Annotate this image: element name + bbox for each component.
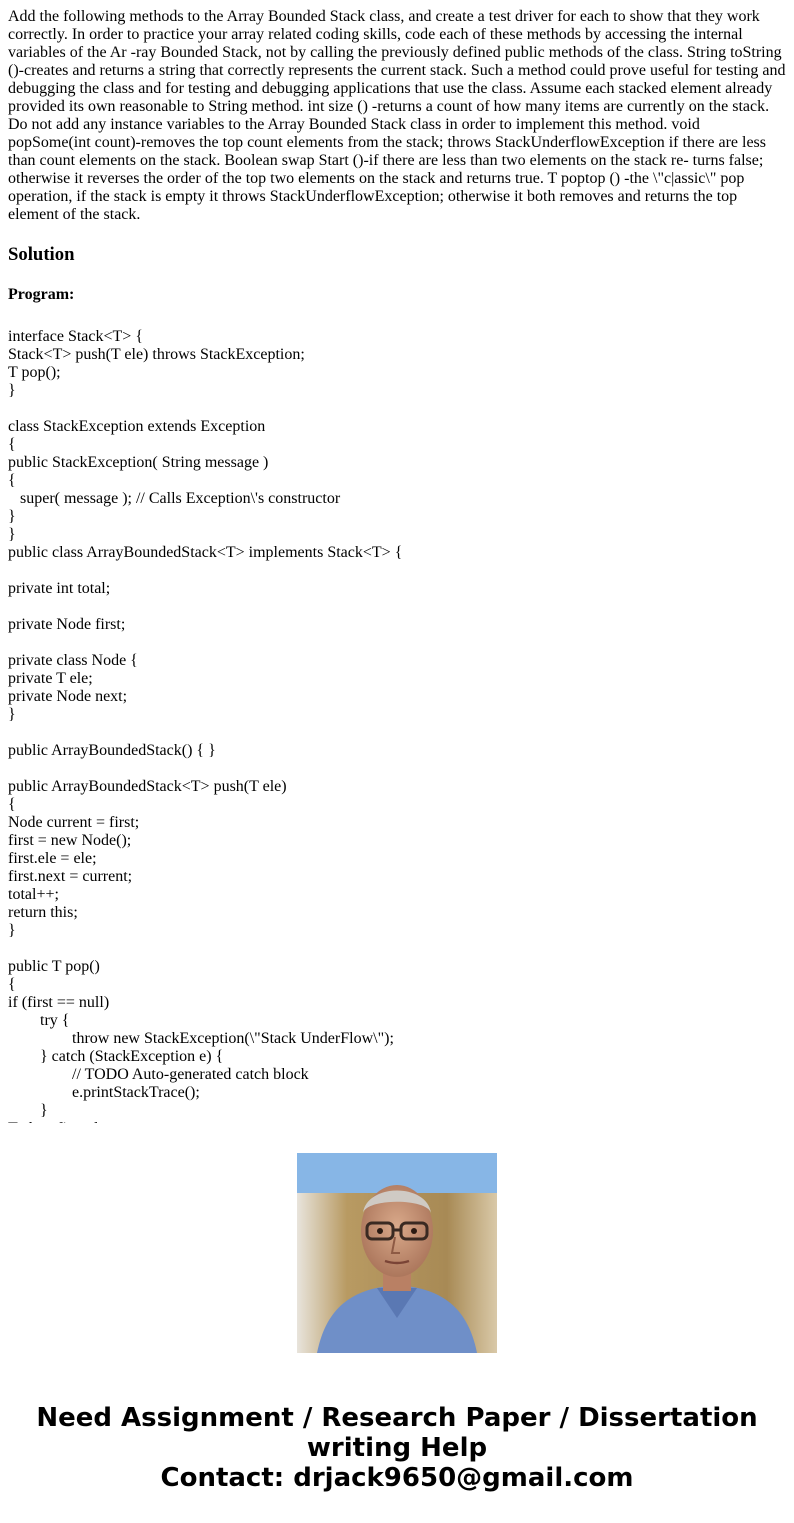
promo-footer	[0, 1123, 794, 1523]
promo-line-2: writing Help	[306, 1433, 488, 1463]
promo-contact: Contact: drjack9650@gmail.com	[160, 1463, 634, 1493]
program-label: Program:	[8, 286, 75, 303]
promo-line-1: Need Assignment / Research Paper / Dissertation	[36, 1403, 758, 1433]
document-body	[8, 0, 786, 1123]
author-photo-icon	[297, 1153, 497, 1353]
code-listing: interface Stack<T> { Stack<T> push(T ele) throws StackException; T pop(); } class StackException extends Exception { public StackException( String message ) { super( message ); // Calls Exception\'s constructor } } public class ArrayBoundedStack<T> implements Stack<T> { private int total; private Node first; private class Node { private T ele; private Node next; } public ArrayBoundedStack() { } public ArrayBoundedStack<T> push(T ele) { Node current = first; first = new Node(); first.ele = ele; first.next = current; total++; return this; } public T pop() { if (first == null) try { throw new StackException(\"Stack UnderFlow\"); } catch (StackException e) { // TODO Auto-generated catch block e.printStackTrace(); }	[8, 328, 403, 1119]
question-text: Add the following methods to the Array Bounded Stack class, and create a test driver for each to show that they work correctly. In order to practice your array related coding skills, code each of these methods by accessing the internal variables of the Ar -ray Bounded Stack, not by calling the previously defined public methods of the class. String toString ()-creates and returns a string that correctly represents the current stack. Such a method could prove useful for testing and debugging the class and for testing and debugging applications that use the class. Assume each stacked element already provided its own reasonable to String method. int size () -returns a count of how many items are currently on the stack. Do not add any instance variables to the Array Bounded Stack class in order to implement this method. void popSome(int count)-removes the top count elements from the stack; throws StackUnderflowException if there are less than count elements on the stack. Boolean swap Start ()-if there are less than two elements on the stack re- turns false; otherwise it reverses the order of the top two elements on the stack and returns true. T poptop () -the \"c|assic\" pop operation, if the stack is empty it throws StackUnderflowException; otherwise it both removes and returns the top element of the stack.	[8, 8, 786, 223]
promo-text	[0, 1403, 794, 1493]
solution-heading: Solution	[8, 244, 75, 265]
author-avatar	[297, 1153, 497, 1353]
